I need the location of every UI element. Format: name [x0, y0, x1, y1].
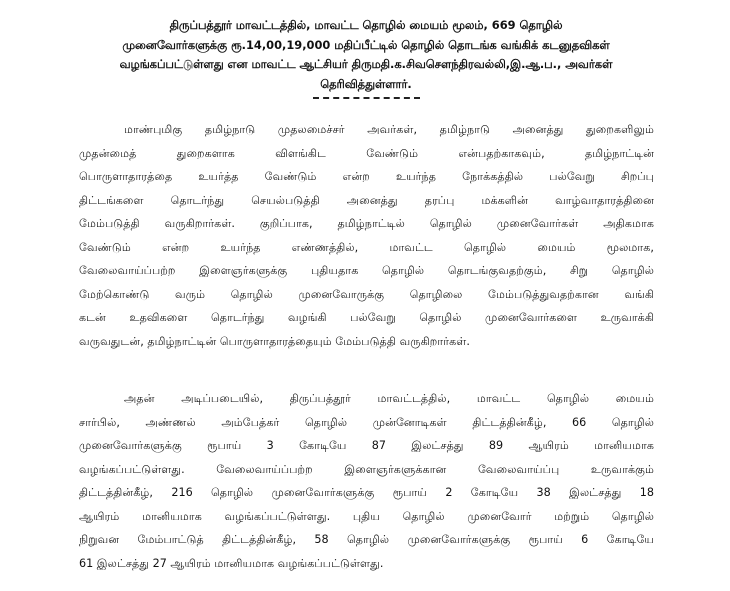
headline-line: வழங்கப்பட்டுள்ளது என மாவட்ட ஆட்சியர் திருமதி.க.சிவசௌந்திரவல்லி,இ.ஆ.ப., அவர்கள்: [119, 57, 613, 71]
paragraph-line: பொருளாதாரத்தை உயர்த்த வேண்டும் என்ற உயர்ந்த நோக்கத்தில் பல்வேறு சிறப்பு: [79, 170, 654, 183]
paragraph-line: முதன்மைத் துறைகளாக விளங்கிட வேண்டும் என்பதற்காகவும், தமிழ்நாட்டின்: [79, 146, 654, 160]
paragraph-line: மேம்படுத்தி வருகிறார்கள். குறிப்பாக, தமிழ்நாட்டில் தொழில் முனைவோர்கள் அதிகமாக: [79, 217, 654, 230]
paragraph-line: அதன் அடிப்படையில், திருப்பத்தூர் மாவட்டத்தில், மாவட்ட தொழில் மையம்: [124, 392, 654, 405]
paragraph-line: ஆயிரம் மானியமாக வழங்கப்பட்டுள்ளது. புதிய தொழில் முனைவோர் மற்றும் தொழில்: [79, 509, 654, 523]
headline: [70, 16, 662, 94]
paragraph-line: திட்டங்களை தொடர்ந்து செயல்படுத்தி அனைத்து தரப்பு மக்களின் வாழ்வாதாரத்தினை: [79, 193, 654, 207]
paragraph-line: திட்டத்தின்கீழ், 216 தொழில் முனைவோர்களுக்கு ரூபாய் 2 கோடியே 38 இலட்சத்து 18: [79, 486, 654, 499]
headline-line: தெரிவித்துள்ளார்.: [320, 76, 412, 91]
paragraph-line: கடன் உதவிகளை தொடர்ந்து வழங்கி பல்வேறு தொழில் முனைவோர்களை உருவாக்கி: [79, 311, 654, 324]
headline-line: முனைவோர்களுக்கு ரூ.14,00,19,000 மதிப்பீட்டில் தொழில் தொடங்க வங்கிக் கடனுதவிகள்: [122, 37, 610, 52]
body-paragraph-1: [79, 118, 654, 353]
paragraph-line: 61 இலட்சத்து 27 ஆயிரம் மானியமாக வழங்கப்பட்டுள்ளது.: [79, 556, 384, 570]
headline-divider: [313, 97, 420, 99]
paragraph-line: நிறுவன மேம்பாட்டுத் திட்டத்தின்கீழ், 58 தொழில் முனைவோர்களுக்கு ரூபாய் 6 கோடியே: [79, 533, 654, 546]
paragraph-line: வேண்டும் என்ற உயர்ந்த எண்ணத்தில், மாவட்ட தொழில் மையம் மூலமாக,: [79, 240, 654, 254]
paragraph-line: மேற்கொண்டு வரும் தொழில் முனைவோருக்கு தொழிலை மேம்படுத்துவதற்கான வங்கி: [79, 287, 654, 301]
paragraph-line: வழங்கப்பட்டுள்ளது. வேலைவாய்ப்பற்ற இளைஞர்களுக்கான வேலைவாய்ப்பு உருவாக்கும்: [79, 462, 654, 476]
paragraph-line: சார்பில், அண்ணல் அம்பேத்கர் தொழில் முன்னோடிகள் திட்டத்தின்கீழ், 66 தொழில்: [79, 415, 654, 429]
headline-line: திருப்பத்தூர் மாவட்டத்தில், மாவட்ட தொழில் மையம் மூலம், 669 தொழில்: [169, 18, 563, 32]
paragraph-line: வேலைவாய்ப்பற்ற இளைஞர்களுக்கு புதியதாக தொழில் தொடங்குவதற்கும், சிறு தொழில்: [79, 264, 654, 277]
paragraph-line: முனைவோர்களுக்கு ரூபாய் 3 கோடியே 87 இலட்சத்து 89 ஆயிரம் மானியமாக: [79, 439, 654, 452]
paragraph-line: மாண்புமிகு தமிழ்நாடு முதலமைச்சர் அவர்கள், தமிழ்நாடு அனைத்து துறைகளிலும்: [124, 123, 654, 136]
paragraph-line: வருவதுடன், தமிழ்நாட்டின் பொருளாதாரத்தையும் மேம்படுத்தி வருகிறார்கள்.: [79, 334, 470, 348]
body-paragraph-2: [79, 387, 654, 575]
